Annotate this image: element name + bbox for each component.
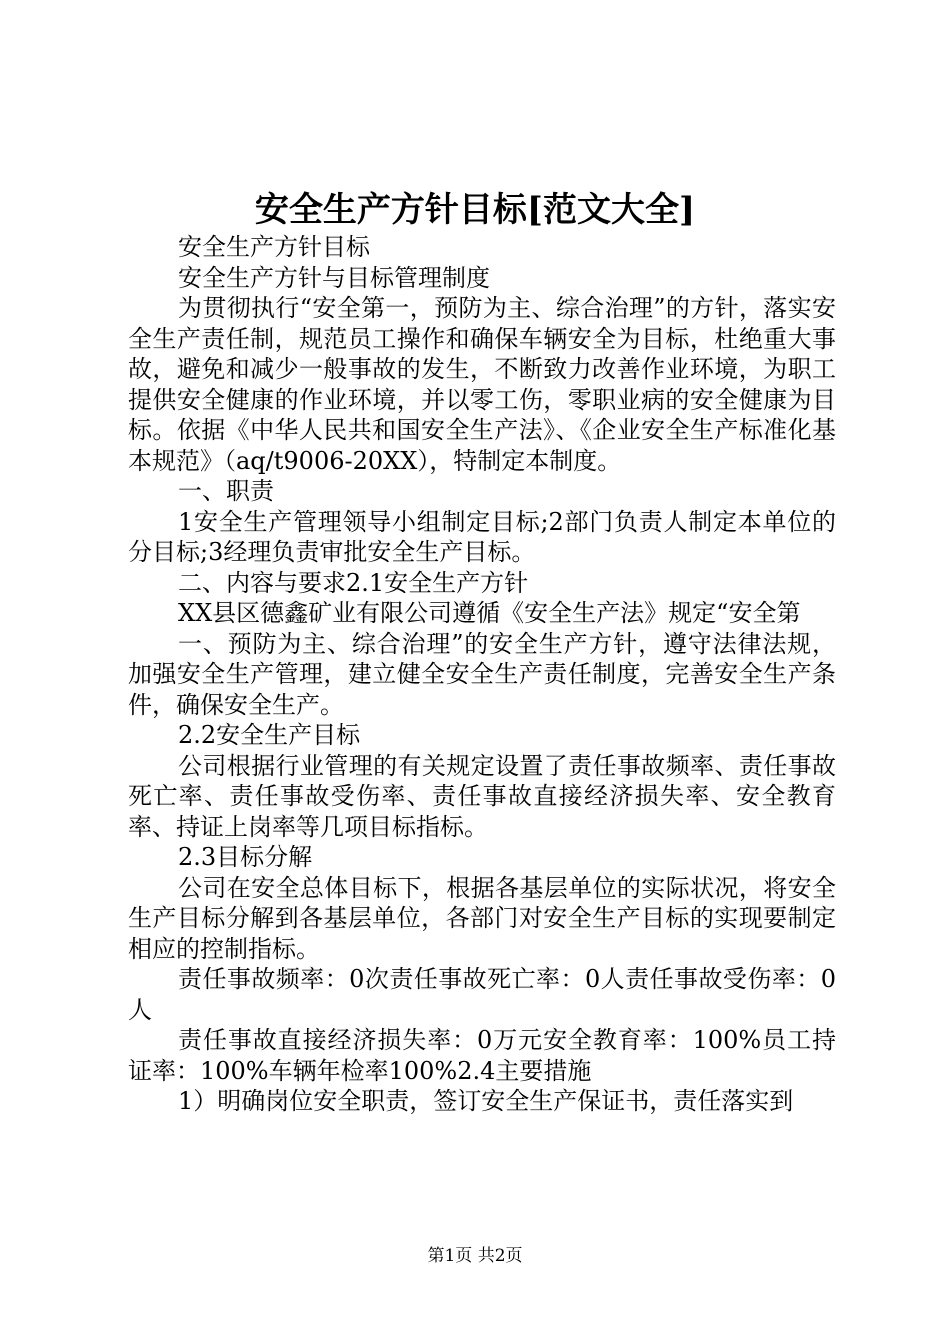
paragraph-duties: 1安全生产管理领导小组制定目标;2部门负责人制定本单位的分目标;3经理负责审批安全生产目标。 [128,507,836,566]
paragraph-loss-rates: 责任事故直接经济损失率：0万元安全教育率：100%员工持证率：100%车辆年检率100%2.4主要措施 [128,1026,836,1085]
paragraph-company-policy: XX县区德鑫矿业有限公司遵循《安全生产法》规定“安全第 [178,599,801,627]
document-body [128,232,836,1117]
paragraph-heading-content: 二、内容与要求2.1安全生产方针 [178,568,529,597]
paragraph-accident-rates: 责任事故频率：0次责任事故死亡率：0人责任事故受伤率：0人 [128,965,836,1024]
paragraph-subtitle: 安全生产方针目标 [178,233,370,261]
paragraph-introduction: 为贯彻执行“安全第一，预防为主、综合治理”的方针，落实安全生产责任制，规范员工操作和确保车辆安全为目标，杜绝重大事故，避免和减少一般事故的发生，不断致力改善作业环境，为职工提供安全健康的作业环境，并以零工伤，零职业病的安全健康为目标。依据《中华人民共和国安全生产法》、《企业安全生产标准化基本规范》（aq/t9006-20XX），特制定本制度。 [128,294,836,475]
paragraph-heading-duties: 一、职责 [178,477,274,505]
page-footer: 第1页 共2页 [427,1246,523,1266]
paragraph-policy-continued: 一、预防为主、综合治理”的安全生产方针，遵守法律法规，加强安全生产管理，建立健全安全生产责任制度，完善安全生产条件，确保安全生产。 [128,629,836,719]
paragraph-heading-targets: 2.2安全生产目标 [178,721,361,749]
paragraph-targets: 公司根据行业管理的有关规定设置了责任事故频率、责任事故死亡率、责任事故受伤率、责任事故直接经济损失率、安全教育率、持证上岗率等几项目标指标。 [128,751,836,841]
document-title: 安全生产方针目标[范文大全] [254,190,696,230]
paragraph-section-heading: 安全生产方针与目标管理制度 [178,263,490,292]
paragraph-heading-breakdown: 2.3目标分解 [178,843,313,871]
paragraph-breakdown: 公司在安全总体目标下，根据各基层单位的实际状况，将安全生产目标分解到各基层单位，各部门对安全生产目标的实现要制定相应的控制指标。 [128,873,836,963]
paragraph-measure-1: 1）明确岗位安全职责，签订安全生产保证书，责任落实到 [178,1087,794,1115]
